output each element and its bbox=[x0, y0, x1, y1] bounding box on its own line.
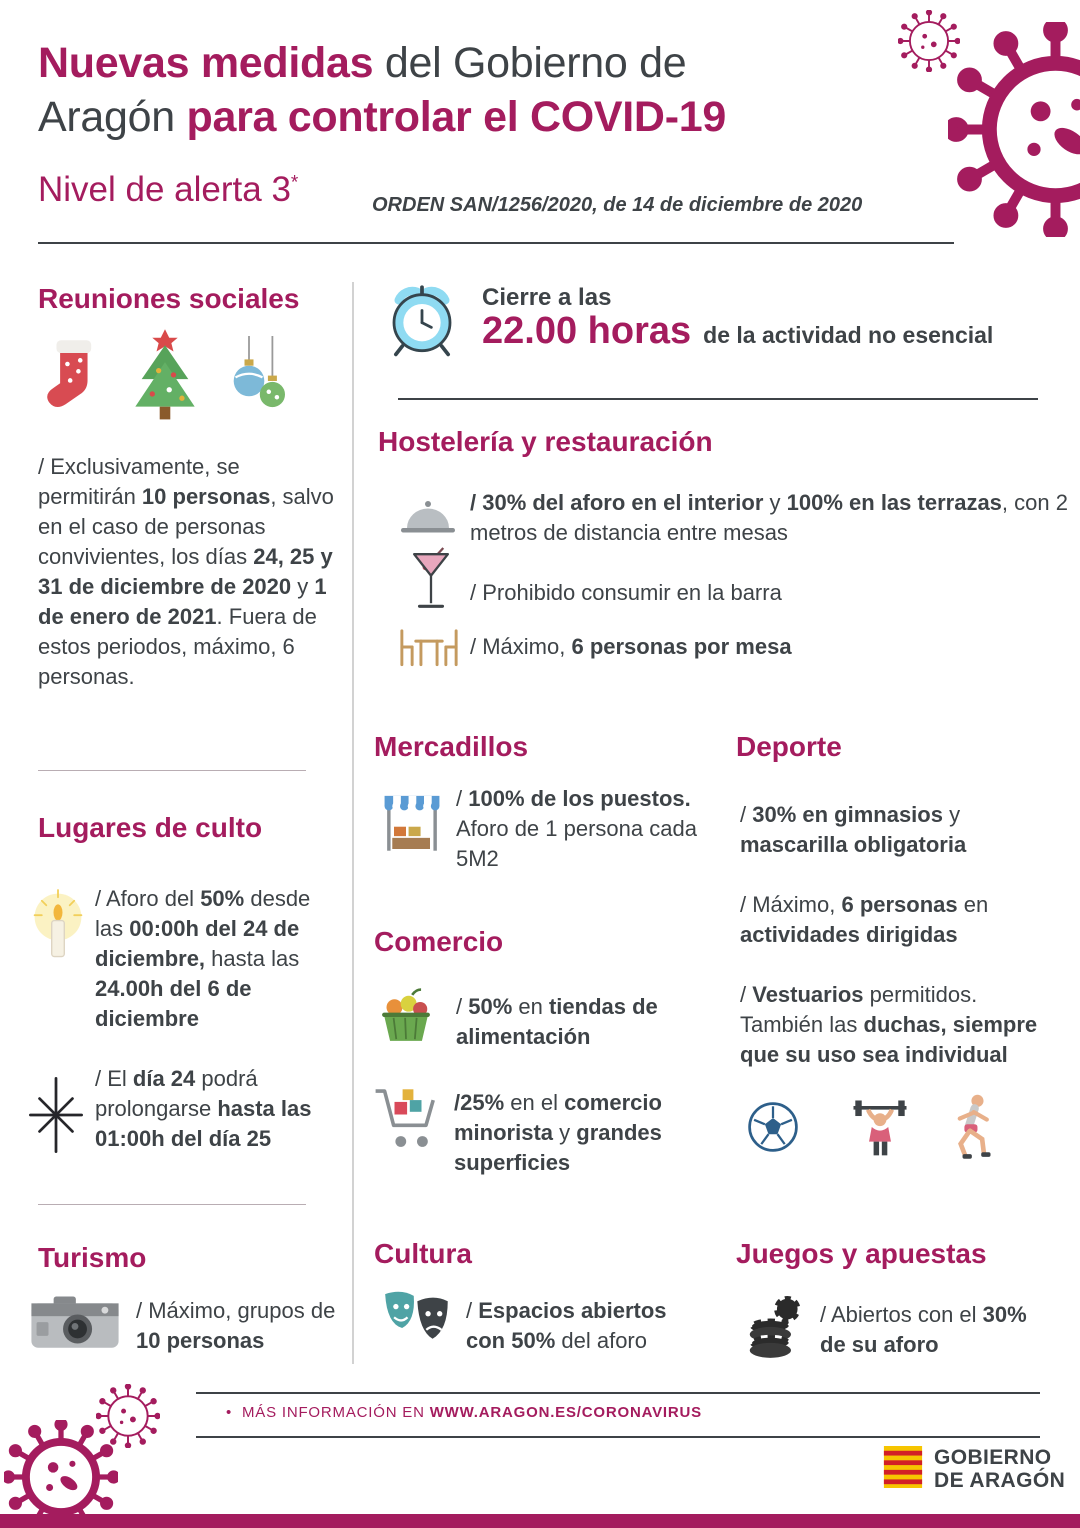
left-divider-1 bbox=[38, 770, 306, 771]
candle-icon bbox=[22, 888, 94, 964]
alert-level: Nivel de alerta 3* bbox=[38, 170, 299, 209]
table-and-chairs-icon bbox=[396, 622, 462, 672]
shopping-cart-icon bbox=[372, 1080, 444, 1158]
closing-time-row bbox=[482, 310, 993, 353]
left-divider-2 bbox=[38, 1204, 306, 1205]
juegos-item-1: / Abiertos con el 30% de su aforo bbox=[820, 1302, 1027, 1357]
coronavirus-icon bbox=[948, 22, 1080, 237]
aragon-flag-icon bbox=[882, 1444, 924, 1490]
food-basket-icon bbox=[374, 986, 438, 1048]
coronavirus-icon bbox=[4, 1420, 118, 1528]
section-title-comercio: Comercio bbox=[374, 926, 504, 957]
section-title-deporte: Deporte bbox=[736, 731, 842, 762]
cultura-item-1: / Espacios abiertos con 50% del aforo bbox=[466, 1298, 667, 1353]
culto-item-1: / Aforo del 50% desde las 00:00h del 24 de diciembre, hasta las 24.00h del 6 de diciembre bbox=[95, 886, 311, 1031]
section-title-juegos: Juegos y apuestas bbox=[736, 1238, 987, 1269]
bottom-accent-bar bbox=[0, 1514, 1080, 1528]
alert-asterisk: * bbox=[290, 172, 299, 194]
soccer-ball-icon bbox=[746, 1100, 800, 1154]
closing-time: 22.00 horas bbox=[482, 310, 692, 352]
footer-bullet: • bbox=[226, 1404, 233, 1421]
header-divider bbox=[38, 242, 954, 244]
alarm-clock-icon bbox=[380, 276, 464, 360]
order-reference: ORDEN SAN/1256/2020, de 14 de diciembre de 2020 bbox=[372, 194, 863, 216]
deporte-item-2: / Máximo, 6 personas en actividades dirigidas bbox=[740, 892, 989, 947]
section-title-hosteleria: Hostelería y restauración bbox=[378, 426, 713, 457]
comercio-item-1: / 50% en tiendas de alimentación bbox=[456, 994, 658, 1049]
closing-lead: Cierre a las bbox=[482, 284, 612, 311]
serving-dish-icon bbox=[398, 492, 458, 540]
reuniones-body: / Exclusivamente, se permitirán 10 personas, salvo en el caso de personas convivientes, los días 24, 25 y 31 de diciembre de 2020 y 1 de enero de 2021. Fuera de estos periodos, máximo, 6 personas. bbox=[38, 454, 334, 689]
sparkle-star-icon bbox=[24, 1076, 88, 1154]
hosteleria-item-3: / Máximo, 6 personas por mesa bbox=[470, 634, 792, 659]
footer-divider-top bbox=[196, 1392, 1040, 1394]
cocktail-icon bbox=[408, 545, 454, 617]
logo-line-1: GOBIERNO bbox=[934, 1446, 1052, 1469]
camera-icon bbox=[28, 1292, 122, 1354]
banner-divider bbox=[398, 398, 1038, 400]
section-title-mercadillos: Mercadillos bbox=[374, 731, 529, 762]
page-title bbox=[38, 36, 868, 144]
comercio-item-2: /25% en el comercio minorista y grandes superficies bbox=[454, 1090, 662, 1175]
closing-suffix: de la actividad no esencial bbox=[703, 322, 994, 348]
footer-info bbox=[226, 1404, 702, 1421]
market-stall-icon bbox=[382, 792, 442, 858]
title-line-2: Aragón para controlar el COVID-19 bbox=[38, 93, 726, 141]
hosteleria-item-1: / 30% del aforo en el interior y 100% en las terrazas, con 2 metros de distancia entre mesas bbox=[470, 490, 1068, 545]
section-title-culto: Lugares de culto bbox=[38, 812, 263, 843]
hosteleria-item-2: / Prohibido consumir en la barra bbox=[470, 580, 782, 605]
section-title-cultura: Cultura bbox=[374, 1238, 472, 1269]
deporte-item-3: / Vestuarios permitidos. También las duchas, siempre que su uso sea individual bbox=[740, 982, 1038, 1067]
culto-item-2: / El día 24 podrá prolongarse hasta las 01:00h del día 25 bbox=[95, 1066, 312, 1151]
baubles-icon bbox=[222, 332, 294, 430]
christmas-stocking-icon bbox=[40, 332, 104, 428]
gobierno-aragon-logo bbox=[934, 1446, 1065, 1492]
section-title-reuniones: Reuniones sociales bbox=[38, 283, 300, 314]
turismo-item-1: / Máximo, grupos de 10 personas bbox=[136, 1298, 336, 1353]
footer-info-text: MÁS INFORMACIÓN EN WWW.ARAGON.ES/CORONAVIRUS bbox=[242, 1404, 702, 1421]
column-divider bbox=[352, 282, 354, 1364]
logo-line-2: DE ARAGÓN bbox=[934, 1469, 1066, 1492]
running-icon bbox=[942, 1092, 998, 1162]
footer-divider-bottom bbox=[196, 1436, 1040, 1438]
christmas-tree-icon bbox=[122, 324, 208, 430]
theater-masks-icon bbox=[378, 1288, 454, 1352]
mercadillos-item-1: / 100% de los puestos. Aforo de 1 persona cada 5M2 bbox=[456, 786, 697, 871]
weightlifting-icon bbox=[848, 1094, 912, 1160]
deporte-item-1: / 30% en gimnasios y mascarilla obligatoria bbox=[740, 802, 967, 857]
poker-chips-icon bbox=[746, 1292, 806, 1358]
section-title-turismo: Turismo bbox=[38, 1242, 147, 1273]
title-line-1: Nuevas medidas del Gobierno de bbox=[38, 39, 687, 87]
